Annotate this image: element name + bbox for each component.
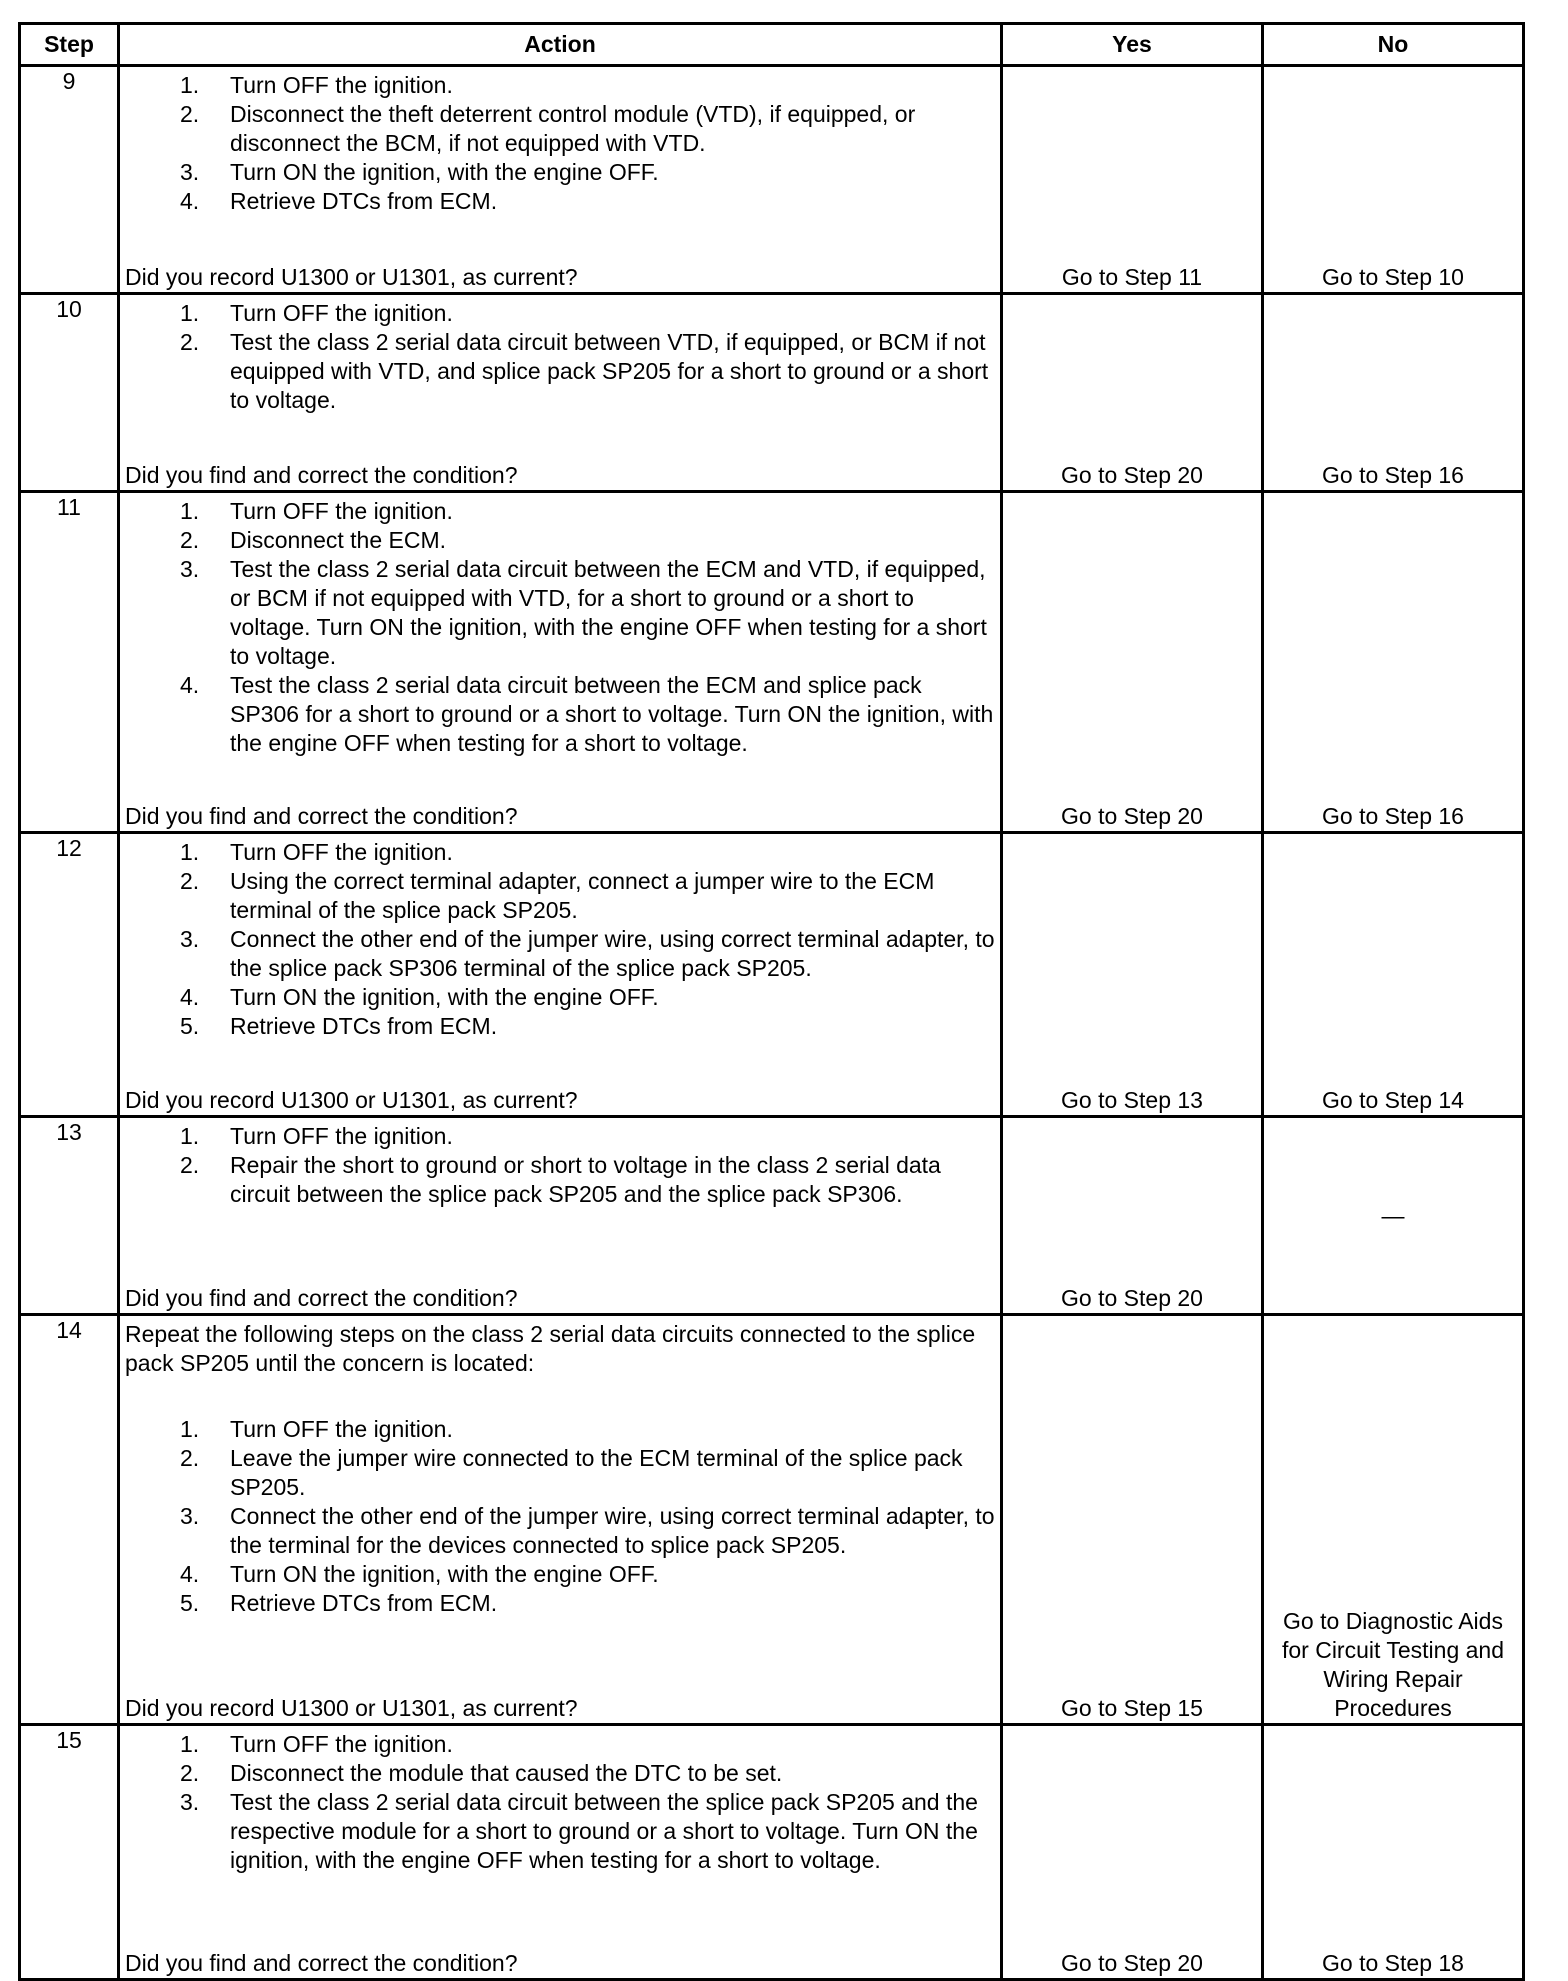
list-item: 1. Turn OFF the ignition. — [180, 498, 453, 524]
question-text: Did you record U1300 or U1301, as current? — [125, 1087, 578, 1113]
action-cell — [119, 1725, 1002, 1980]
list-item: 1. Turn OFF the ignition. — [180, 1731, 453, 1757]
step-number: 13 — [20, 1117, 119, 1315]
question-text: Did you find and correct the condition? — [125, 1950, 518, 1976]
yes-cell — [1002, 1725, 1263, 1980]
header-no: No — [1263, 24, 1524, 66]
list-item: 5. Retrieve DTCs from ECM. — [180, 1013, 498, 1039]
list-item: 1. Turn OFF the ignition. — [180, 1123, 453, 1149]
question-text: Did you record U1300 or U1301, as current? — [125, 264, 578, 290]
question-text: Did you find and correct the condition? — [125, 803, 518, 829]
table-row — [20, 492, 1524, 833]
header-action: Action — [119, 24, 1002, 66]
list-item: 2. Disconnect the ECM. — [180, 527, 447, 553]
action-cell — [119, 1117, 1002, 1315]
action-steps — [125, 1726, 996, 1875]
no-result: Go to Step 16 — [1322, 462, 1464, 488]
table-row — [20, 66, 1524, 294]
list-item: 1. Turn OFF the ignition. — [180, 300, 453, 326]
list-item: 1. Turn OFF the ignition. — [180, 1416, 453, 1442]
list-item: 3. Turn ON the ignition, with the engine OFF. — [180, 159, 659, 185]
header-yes: Yes — [1002, 24, 1263, 66]
step-number: 11 — [20, 492, 119, 833]
yes-cell — [1002, 492, 1263, 833]
list-item: 2. Disconnect the theft deterrent control module (VTD), if equipped, or disconnect the BCM, if not equipped with VTD. — [180, 101, 916, 156]
list-item: 4. Retrieve DTCs from ECM. — [180, 188, 498, 214]
table-row — [20, 1315, 1524, 1725]
no-result: — — [1381, 1202, 1405, 1228]
list-item: 4. Turn ON the ignition, with the engine OFF. — [180, 984, 659, 1010]
yes-cell — [1002, 294, 1263, 492]
no-result: Go to Step 18 — [1322, 1950, 1464, 1976]
action-steps — [125, 1118, 996, 1209]
no-cell — [1263, 833, 1524, 1117]
action-cell — [119, 1315, 1002, 1725]
list-item: 1. Turn OFF the ignition. — [180, 72, 453, 98]
list-item: 3. Connect the other end of the jumper wire, using correct terminal adapter, to the terminal for the devices connected to splice pack SP205. — [180, 1503, 995, 1558]
yes-result: Go to Step 13 — [1061, 1087, 1203, 1113]
list-item: 2. Using the correct terminal adapter, connect a jumper wire to the ECM terminal of the splice pack SP205. — [180, 868, 935, 923]
list-item: 1. Turn OFF the ignition. — [180, 839, 453, 865]
list-item: 5. Retrieve DTCs from ECM. — [180, 1590, 498, 1616]
yes-result: Go to Step 20 — [1061, 1285, 1203, 1311]
action-steps — [125, 295, 996, 415]
header-row — [20, 24, 1524, 66]
yes-cell — [1002, 1315, 1263, 1725]
yes-result: Go to Step 20 — [1061, 1950, 1203, 1976]
diagnostic-table — [18, 22, 1525, 1981]
no-cell — [1263, 66, 1524, 294]
no-cell — [1263, 1117, 1524, 1315]
table-row — [20, 1117, 1524, 1315]
step-number: 15 — [20, 1725, 119, 1980]
action-cell — [119, 833, 1002, 1117]
list-item: 2. Disconnect the module that caused the DTC to be set. — [180, 1760, 783, 1786]
table-row — [20, 833, 1524, 1117]
list-item: 2. Test the class 2 serial data circuit between VTD, if equipped, or BCM if not equipped with VTD, and splice pack SP205 for a short to ground or a short to voltage. — [180, 329, 989, 413]
step-number: 9 — [20, 66, 119, 294]
no-cell — [1263, 294, 1524, 492]
question-text: Did you find and correct the condition? — [125, 462, 518, 488]
list-item: 4. Test the class 2 serial data circuit between the ECM and splice pack SP306 for a short to ground or a short to voltage. Turn ON the ignition, with the engine OFF when testing for a short to voltage. — [180, 672, 994, 756]
no-result: Go to Step 14 — [1322, 1087, 1464, 1113]
no-result: Go to Diagnostic Aids for Circuit Testing and Wiring Repair Procedures — [1281, 1608, 1504, 1721]
yes-result: Go to Step 20 — [1061, 803, 1203, 829]
list-item: 3. Test the class 2 serial data circuit between the ECM and VTD, if equipped, or BCM if not equipped with VTD, for a short to ground or a short to voltage. Turn ON the ignition, with the engine OFF when testing for a short to voltage. — [180, 556, 987, 669]
no-cell — [1263, 1315, 1524, 1725]
action-steps — [125, 834, 996, 1041]
yes-cell — [1002, 833, 1263, 1117]
action-cell — [119, 492, 1002, 833]
action-steps — [125, 67, 996, 216]
list-item: 2. Repair the short to ground or short to voltage in the class 2 serial data circuit between the splice pack SP205 and the splice pack SP306. — [180, 1152, 941, 1207]
yes-result: Go to Step 11 — [1061, 264, 1203, 290]
table-row — [20, 294, 1524, 492]
question-text: Did you record U1300 or U1301, as current? — [125, 1695, 578, 1721]
no-cell — [1263, 492, 1524, 833]
step-number: 12 — [20, 833, 119, 1117]
no-result: Go to Step 10 — [1322, 264, 1464, 290]
list-item: 3. Test the class 2 serial data circuit between the splice pack SP205 and the respective module for a short to ground or a short to voltage. Turn ON the ignition, with the engine OFF when testing for a short to voltage. — [180, 1789, 978, 1873]
action-cell — [119, 66, 1002, 294]
yes-result: Go to Step 20 — [1061, 462, 1203, 488]
yes-cell — [1002, 1117, 1263, 1315]
action-steps — [125, 1407, 996, 1618]
list-item: 3. Connect the other end of the jumper wire, using correct terminal adapter, to the splice pack SP306 terminal of the splice pack SP205. — [180, 926, 995, 981]
no-result: Go to Step 16 — [1322, 803, 1464, 829]
step-number: 14 — [20, 1315, 119, 1725]
header-step: Step — [20, 24, 119, 66]
question-text: Did you find and correct the condition? — [125, 1285, 518, 1311]
no-cell — [1263, 1725, 1524, 1980]
yes-result: Go to Step 15 — [1061, 1695, 1203, 1721]
yes-cell — [1002, 66, 1263, 294]
step-number: 10 — [20, 294, 119, 492]
intro-text: Repeat the following steps on the class 2 serial data circuits connected to the splice pack SP205 until the concern is located: — [125, 1321, 976, 1376]
action-steps — [125, 493, 996, 758]
list-item: 2. Leave the jumper wire connected to the ECM terminal of the splice pack SP205. — [180, 1445, 963, 1500]
list-item: 4. Turn ON the ignition, with the engine OFF. — [180, 1561, 659, 1587]
action-cell — [119, 294, 1002, 492]
table-row — [20, 1725, 1524, 1980]
